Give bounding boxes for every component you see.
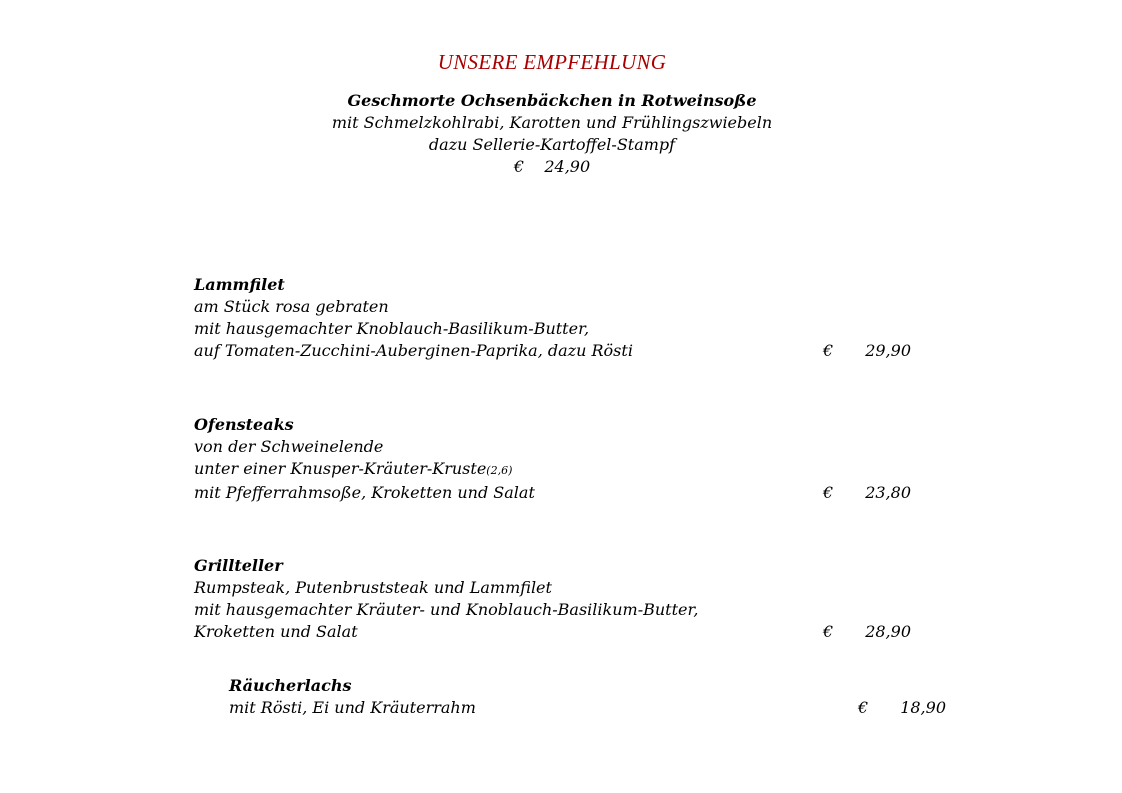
price-amount: 24,90 xyxy=(544,157,591,176)
dish-description-text: mit Rösti, Ei und Kräuterrahm xyxy=(229,698,476,717)
dish-description-line xyxy=(194,340,914,362)
dish-description-line: mit hausgemachter Kräuter- und Knoblauch-Basilikum-Butter, xyxy=(194,600,699,619)
dish-description-text: mit Pfefferrahmsoße, Kroketten und Salat xyxy=(194,483,535,502)
dish-lammfilet xyxy=(194,274,914,362)
dish-name: Räucherlachs xyxy=(229,676,352,695)
dish-grillteller xyxy=(194,555,914,643)
dish-description-text: Kroketten und Salat xyxy=(194,622,358,641)
dish-description-line xyxy=(194,458,914,482)
dish-price xyxy=(823,340,911,362)
price-amount: 29,90 xyxy=(865,341,911,360)
dish-description-line: mit hausgemachter Knoblauch-Basilikum-Butter, xyxy=(194,319,590,338)
price-amount: 18,90 xyxy=(900,698,946,717)
recommendation-dish-title: Geschmorte Ochsenbäckchen in Rotweinsoße xyxy=(347,91,757,110)
dish-description-line xyxy=(229,697,949,719)
dish-description-line xyxy=(194,482,914,504)
currency-symbol: € xyxy=(823,622,834,641)
currency-symbol: € xyxy=(823,341,834,360)
price-amount: 28,90 xyxy=(865,622,911,641)
dish-ofensteaks xyxy=(194,414,914,504)
recommendation-heading: UNSERE EMPFEHLUNG xyxy=(437,50,667,74)
recommendation-price xyxy=(0,156,1104,178)
dish-description-text: unter einer Knusper-Kräuter-Kruste xyxy=(194,459,487,478)
dish-name: Grillteller xyxy=(194,556,283,575)
price-amount: 23,80 xyxy=(865,483,911,502)
dish-description-line: am Stück rosa gebraten xyxy=(194,297,389,316)
dish-name: Ofensteaks xyxy=(194,415,294,434)
recommendation-section xyxy=(0,48,1104,178)
recommendation-description-line: mit Schmelzkohlrabi, Karotten und Frühlingszwiebeln xyxy=(331,113,773,132)
recommendation-description-line: dazu Sellerie-Kartoffel-Stampf xyxy=(428,135,676,154)
currency-symbol: € xyxy=(858,698,869,717)
dish-description-line xyxy=(194,621,914,643)
dish-price xyxy=(823,621,911,643)
currency-symbol: € xyxy=(513,157,525,176)
allergen-note: (2,6) xyxy=(486,464,513,477)
dish-price xyxy=(823,482,911,504)
currency-symbol: € xyxy=(823,483,834,502)
dish-price xyxy=(858,697,946,719)
dish-name: Lammfilet xyxy=(194,275,285,294)
dish-raeucherlachs xyxy=(229,675,949,719)
dish-description-text: auf Tomaten-Zucchini-Auberginen-Paprika, dazu Rösti xyxy=(194,341,633,360)
dish-description-line: von der Schweinelende xyxy=(194,437,384,456)
dish-description-line: Rumpsteak, Putenbruststeak und Lammfilet xyxy=(194,578,552,597)
